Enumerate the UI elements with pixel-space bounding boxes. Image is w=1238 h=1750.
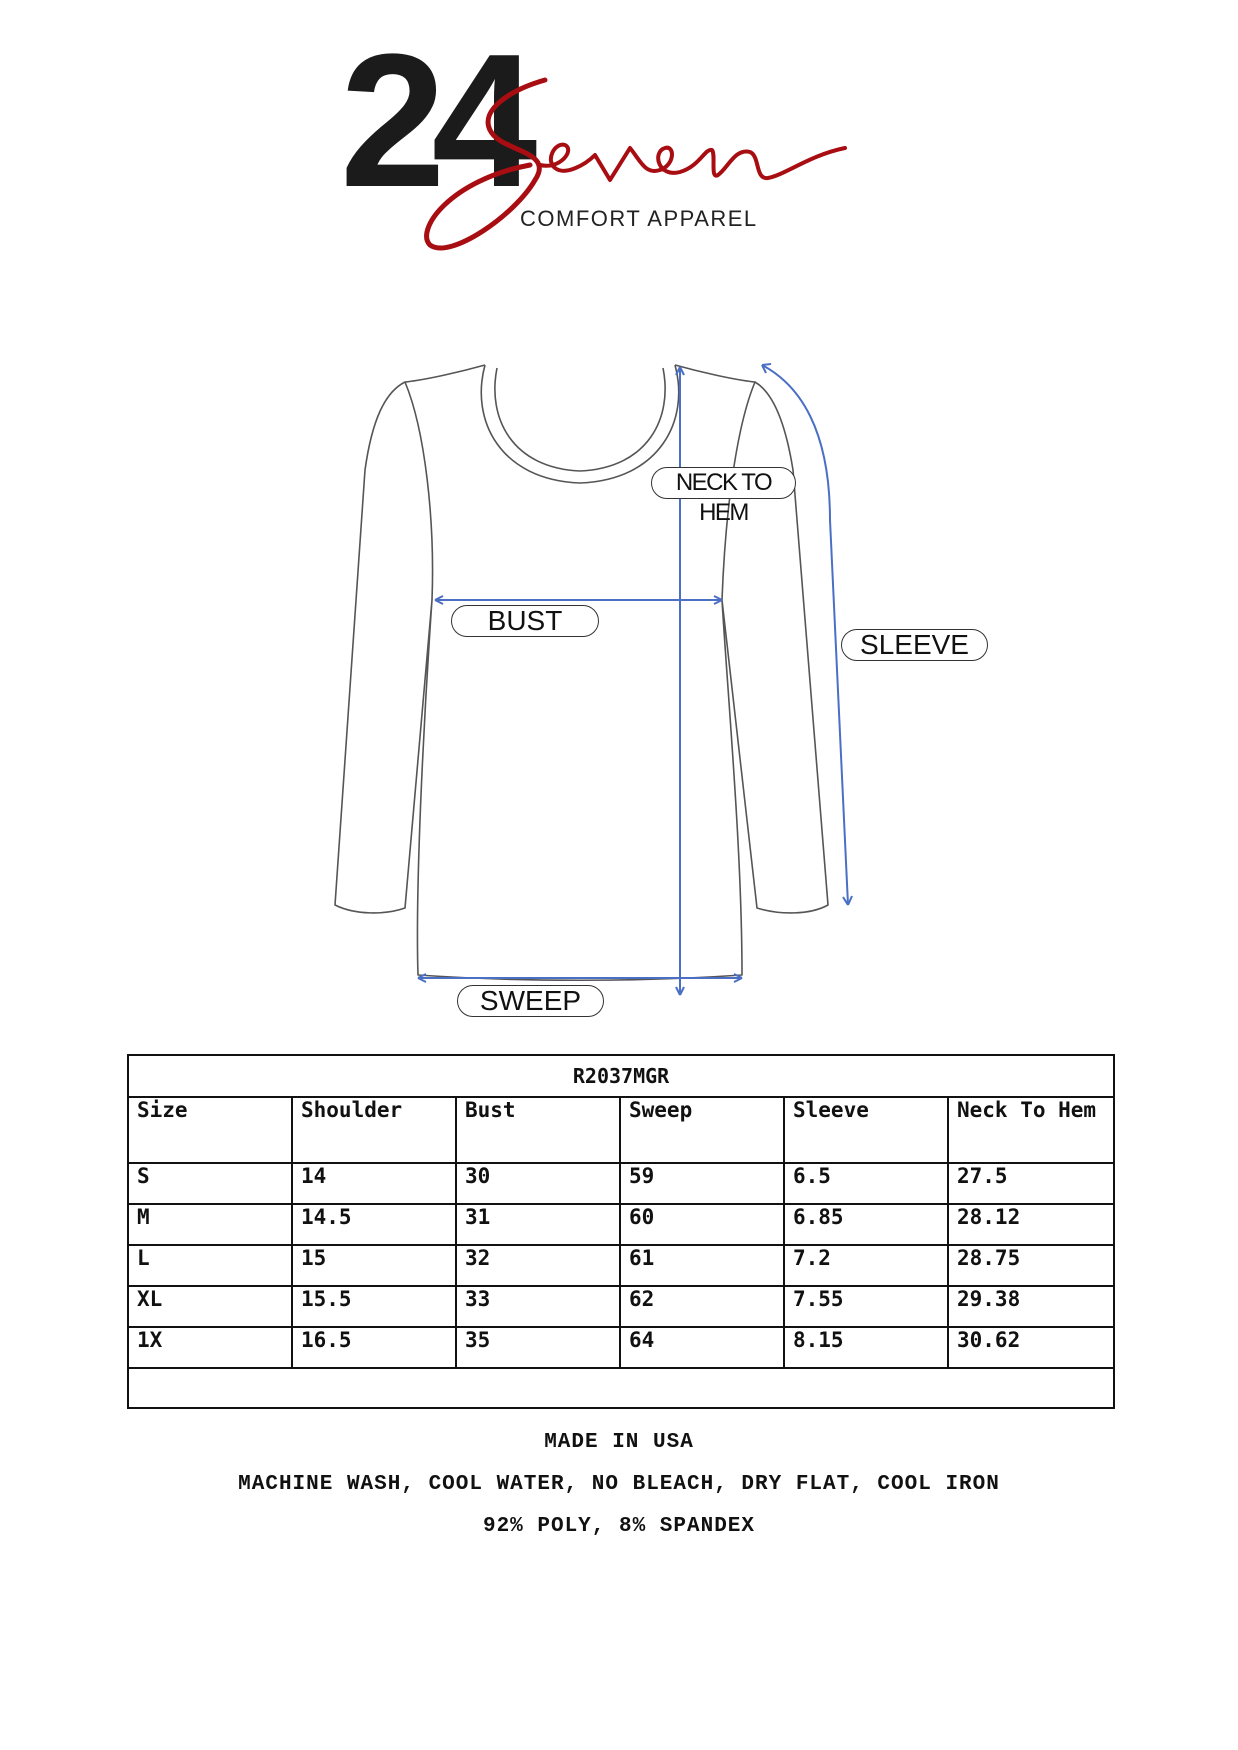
- table-row: [128, 1245, 1114, 1286]
- cell-size: XL: [128, 1286, 292, 1327]
- cell-size: M: [128, 1204, 292, 1245]
- cell-bust: 30: [456, 1163, 620, 1204]
- cell-bust: 35: [456, 1327, 620, 1368]
- table-row: [128, 1327, 1114, 1368]
- header-sweep: Sweep: [620, 1097, 784, 1163]
- cell-sleeve: 6.85: [784, 1204, 948, 1245]
- cell-shoulder: 16.5: [292, 1327, 456, 1368]
- origin-text: MADE IN USA: [544, 1431, 694, 1454]
- cell-shoulder: 15.5: [292, 1286, 456, 1327]
- cell-size: 1X: [128, 1327, 292, 1368]
- table-row: [128, 1163, 1114, 1204]
- cell-sleeve: 7.55: [784, 1286, 948, 1327]
- cell-shoulder: 14: [292, 1163, 456, 1204]
- cell-neck-to-hem: 28.12: [948, 1204, 1114, 1245]
- cell-neck-to-hem: 28.75: [948, 1245, 1114, 1286]
- cell-neck-to-hem: 29.38: [948, 1286, 1114, 1327]
- cell-size: S: [128, 1163, 292, 1204]
- cell-sweep: 60: [620, 1204, 784, 1245]
- cell-neck-to-hem: 27.5: [948, 1163, 1114, 1204]
- logo-tagline: COMFORT APPAREL: [520, 206, 758, 231]
- table-title-row: [128, 1055, 1114, 1097]
- measure-lines: [418, 364, 852, 995]
- cell-neck-to-hem: 30.62: [948, 1327, 1114, 1368]
- cell-sweep: 62: [620, 1286, 784, 1327]
- cell-sweep: 64: [620, 1327, 784, 1368]
- cell-shoulder: 15: [292, 1245, 456, 1286]
- style-code: R2037MGR: [128, 1055, 1114, 1097]
- cell-sweep: 61: [620, 1245, 784, 1286]
- cell-sleeve: 6.5: [784, 1163, 948, 1204]
- table-blank-row: [128, 1368, 1114, 1408]
- cell-shoulder: 14.5: [292, 1204, 456, 1245]
- header-neck-to-hem: Neck To Hem: [948, 1097, 1114, 1163]
- blank-cell: [128, 1368, 1114, 1408]
- header-shoulder: Shoulder: [292, 1097, 456, 1163]
- cell-bust: 31: [456, 1204, 620, 1245]
- table-row: [128, 1286, 1114, 1327]
- cell-sweep: 59: [620, 1163, 784, 1204]
- neck-to-hem-label: NECK TO HEM: [651, 467, 796, 499]
- cell-bust: 33: [456, 1286, 620, 1327]
- header-sleeve: Sleeve: [784, 1097, 948, 1163]
- cell-size: L: [128, 1245, 292, 1286]
- cell-bust: 32: [456, 1245, 620, 1286]
- cell-sleeve: 7.2: [784, 1245, 948, 1286]
- sweep-label: SWEEP: [457, 985, 604, 1017]
- cell-sleeve: 8.15: [784, 1327, 948, 1368]
- fabric-content: 92% POLY, 8% SPANDEX: [482, 1515, 756, 1538]
- header-bust: Bust: [456, 1097, 620, 1163]
- shirt-outline: [335, 365, 828, 980]
- logo-number: 24: [340, 15, 524, 227]
- header-size: Size: [128, 1097, 292, 1163]
- table-row: [128, 1204, 1114, 1245]
- table-header-row: [128, 1097, 1114, 1163]
- size-chart-table: [127, 1054, 1115, 1409]
- care-instructions: MACHINE WASH, COOL WATER, NO BLEACH, DRY FLAT, COOL IRON: [238, 1473, 1000, 1496]
- sleeve-label: SLEEVE: [841, 629, 988, 661]
- bust-label: BUST: [451, 605, 599, 637]
